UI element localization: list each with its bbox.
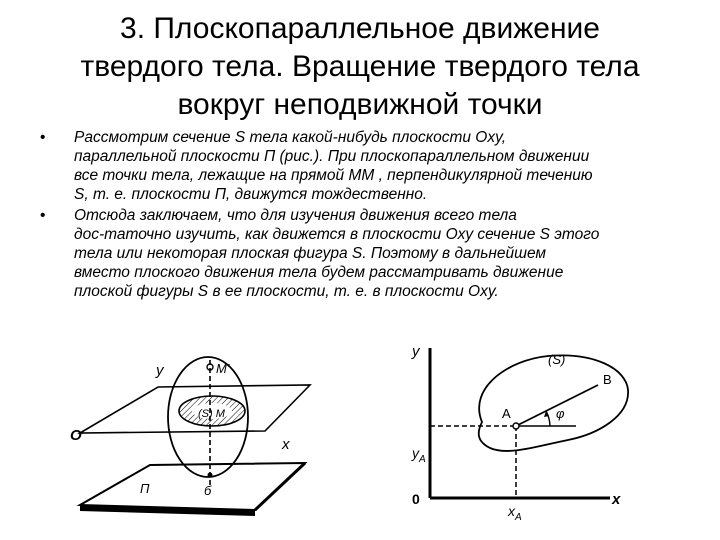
label-o: O bbox=[70, 427, 82, 444]
title-line-1: 3. Плоскопараллельное движение bbox=[120, 12, 600, 45]
bullet-1-line-3: все точки тела, лежащие на прямой ММ , перпендикулярной течению bbox=[74, 167, 593, 184]
bullet-1-line-1: Рассмотрим сечение S тела какой-нибудь плоскости Oxy, bbox=[74, 129, 507, 146]
label-ya: $y_A$ bbox=[412, 445, 426, 465]
bullet-item-1 bbox=[40, 128, 690, 204]
bullet-2-line-1: Отсюда заключаем, что для изучения движения всего тела bbox=[74, 207, 517, 224]
label-y: y bbox=[156, 362, 164, 379]
point-a bbox=[513, 423, 519, 429]
bullet-1-line-2: параллельной плоскости П (рис.). При плоскопараллельном движении bbox=[74, 148, 590, 165]
label-y-axis: y bbox=[412, 343, 420, 360]
bullet-item-2 bbox=[40, 206, 690, 301]
label-xa: $x_A$ bbox=[508, 503, 522, 520]
title-line-2: твердого тела. Вращение твердого тела bbox=[80, 50, 640, 83]
label-phi: φ bbox=[556, 406, 565, 421]
point-m-bottom bbox=[208, 473, 213, 478]
label-x-axis: x bbox=[612, 491, 621, 508]
label-b: B bbox=[603, 372, 612, 387]
bullet-marker: • bbox=[40, 207, 46, 224]
plane-figure-diagram bbox=[398, 338, 638, 520]
bullet-2-line-2: дос-таточно изучить, как движется в плоскости Oxy сечение S этого bbox=[74, 226, 600, 243]
label-a: A bbox=[502, 406, 511, 421]
label-m-bottom: б bbox=[204, 483, 212, 498]
figure-s-outline bbox=[479, 355, 628, 451]
plane-pi bbox=[80, 463, 305, 510]
label-s: (S) bbox=[548, 352, 566, 367]
bullet-list bbox=[40, 128, 690, 303]
bullet-2-line-4: вместо плоского движения тела будем рассматривать движение bbox=[74, 264, 564, 281]
bullet-2-line-5: плоской фигуры S в ее плоскости, т. е. в плоскости Oxy. bbox=[74, 283, 499, 300]
bullet-2-line-3: тела или некоторая плоская фигура S. Поэтому в дальнейшем bbox=[74, 245, 547, 262]
label-section: (S) M bbox=[198, 408, 225, 420]
label-pi: П bbox=[140, 481, 150, 496]
plane-pi-side bbox=[255, 463, 305, 510]
bullet-1-line-4: S, т. е. плоскости П, движутся тождественно. bbox=[74, 186, 428, 203]
title-line-3: вокруг неподвижной точки bbox=[177, 88, 543, 121]
slide-title bbox=[30, 10, 690, 124]
body-section-figure bbox=[60, 345, 320, 535]
label-x: x bbox=[282, 436, 290, 453]
label-m-top: M' bbox=[216, 361, 230, 376]
label-origin: 0 bbox=[412, 491, 420, 507]
bullet-marker: • bbox=[40, 129, 46, 146]
